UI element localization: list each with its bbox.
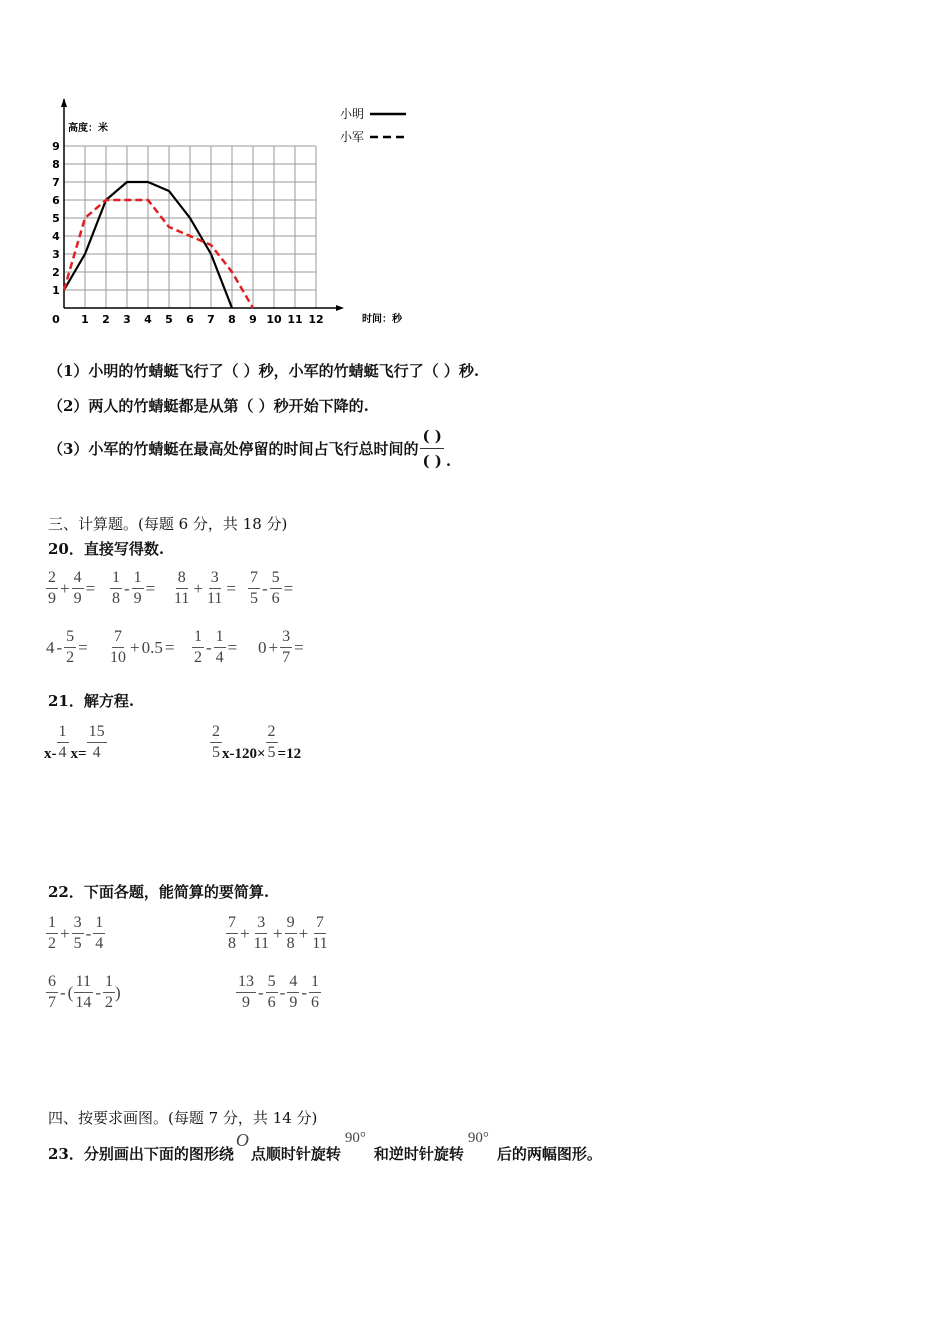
- y-tick-label: 9: [52, 140, 60, 153]
- fraction: $\frac{6}{7}$: [48, 973, 56, 1011]
- q20-row2-expr3: $\frac{1}{2}$ - $\frac{1}{4}$ =: [194, 628, 238, 666]
- x-tick-label: 7: [207, 313, 215, 326]
- fraction: $\frac{1}{6}$: [311, 973, 320, 1011]
- q23-text-part2: 点顺时针旋转: [250, 1145, 341, 1163]
- y-tick-label: 3: [52, 248, 60, 261]
- x-tick-label: 12: [308, 313, 324, 326]
- x-tick-label: 5: [165, 313, 173, 326]
- chart-series: [64, 182, 253, 308]
- fraction: $\frac{5}{6}$: [271, 569, 280, 607]
- x-tick-label: 6: [186, 313, 194, 326]
- x-tick-label: 1: [81, 313, 89, 326]
- y-axis-arrow: [61, 98, 67, 107]
- fraction: $\frac{9}{8}$: [286, 914, 295, 952]
- q20-row1-expr1: $\frac{2}{9}$ + $\frac{4}{9}$ =: [48, 569, 96, 607]
- q19-part3-end: .: [445, 451, 452, 470]
- q20-row2-expr4: 0 + $\frac{3}{7}$ =: [258, 628, 304, 666]
- q23-text-part4: 后的两幅图形。: [496, 1145, 602, 1163]
- q22-expr2: $\frac{7}{8}$ + $\frac{3}{11}$ + $\frac{9}{8}$ + $\frac{7}{11}$: [228, 914, 328, 952]
- legend-label-xiaojun: 小军: [340, 130, 365, 144]
- fraction: $\frac{7}{8}$: [228, 914, 236, 952]
- fraction: $\frac{8}{11}$: [174, 569, 190, 607]
- legend-label-xiaoming: 小明: [340, 107, 365, 121]
- fraction: $\frac{1}{4}$: [95, 914, 104, 952]
- x-tick-labels: [52, 313, 323, 326]
- q20-title: 20．直接写得数.: [48, 540, 165, 558]
- q19-part2: （2）两人的竹蜻蜓都是从第（ ）秒开始下降的.: [48, 397, 369, 415]
- fraction: $\frac{2}{5}$: [267, 723, 276, 761]
- q20-row2-expr2: $\frac{7}{10}$ + 0.5 =: [110, 628, 175, 666]
- q20-row2-expr1: 4 - $\frac{5}{2}$ =: [46, 628, 88, 666]
- fraction: $\frac{1}{2}$: [105, 973, 114, 1011]
- chart-grid: [64, 146, 316, 308]
- fraction: $\frac{3}{5}$: [73, 914, 82, 952]
- q19-part1: （1）小明的竹蜻蜓飞行了（ ）秒，小军的竹蜻蜓飞行了（ ）秒.: [48, 362, 480, 380]
- fraction: $\frac{3}{11}$: [207, 569, 223, 607]
- q19-part3-numerator: ( ): [420, 424, 443, 449]
- x-tick-label: 8: [228, 313, 236, 326]
- q20-row1-expr2: $\frac{1}{8}$ - $\frac{1}{9}$ =: [112, 569, 156, 607]
- x-tick-label: 11: [287, 313, 303, 326]
- fraction: $\frac{3}{11}$: [253, 914, 269, 952]
- y-axis-label: 高度：米: [68, 123, 108, 134]
- fraction: $\frac{1}{4}$: [215, 628, 224, 666]
- q19-part3-fraction: [420, 424, 443, 473]
- fraction: $\frac{1}{4}$: [58, 723, 67, 761]
- fraction: $\frac{1}{2}$: [194, 628, 202, 666]
- y-tick-label: 4: [52, 230, 60, 243]
- fraction: $\frac{1}{8}$: [112, 569, 120, 607]
- x-tick-label: 4: [144, 313, 152, 326]
- fraction: $\frac{7}{10}$: [110, 628, 126, 666]
- q21-equation2: $\frac{2}{5}$ x-120× $\frac{2}{5}$ =12: [212, 723, 302, 762]
- q23-point-o: O: [235, 1130, 249, 1150]
- fraction: $\frac{7}{11}$: [312, 914, 328, 952]
- section3-title: 三、计算题。(每题 6 分，共 18 分): [48, 515, 288, 533]
- y-tick-label: 2: [52, 266, 60, 279]
- x-tick-label: 0: [52, 313, 60, 326]
- q22-expr1: $\frac{1}{2}$ + $\frac{3}{5}$ - $\frac{1}{4}$: [48, 914, 104, 952]
- y-tick-label: 1: [52, 284, 60, 297]
- x-tick-label: 3: [123, 313, 131, 326]
- x-tick-label: 10: [266, 313, 282, 326]
- fraction: $\frac{11}{14}$: [75, 973, 92, 1011]
- q21-title: 21．解方程.: [48, 692, 135, 710]
- x-axis-arrow: [336, 305, 344, 311]
- q20-row1-expr4: $\frac{7}{5}$ - $\frac{5}{6}$ =: [250, 569, 294, 607]
- q19-part3: [48, 424, 451, 473]
- fraction: $\frac{5}{6}$: [267, 973, 276, 1011]
- fraction: $\frac{3}{7}$: [282, 628, 291, 666]
- x-tick-label: 9: [249, 313, 257, 326]
- q19-part3-text: （3）小军的竹蜻蜓在最高处停留的时间占飞行总时间的: [48, 440, 419, 458]
- y-tick-label: 7: [52, 176, 60, 189]
- q23-text-part3: 和逆时针旋转: [373, 1145, 464, 1163]
- q23-degree1: 90°: [344, 1130, 366, 1146]
- fraction: $\frac{13}{9}$: [238, 973, 254, 1011]
- flight-height-chart: [40, 95, 430, 335]
- x-tick-label: 2: [102, 313, 110, 326]
- q19-part3-denominator: ( ): [422, 452, 442, 470]
- fraction: $\frac{1}{2}$: [48, 914, 56, 952]
- fraction: $\frac{2}{9}$: [48, 569, 56, 607]
- fraction: $\frac{15}{4}$: [88, 723, 105, 761]
- y-tick-label: 5: [52, 212, 60, 225]
- fraction: $\frac{7}{5}$: [250, 569, 258, 607]
- q21-equation1: x- $\frac{1}{4}$ x= $\frac{15}{4}$: [44, 723, 105, 762]
- q22-expr4: $\frac{13}{9}$ - $\frac{5}{6}$ - $\frac{4}{9}$ - $\frac{1}{6}$: [238, 973, 320, 1011]
- q23-text-part1: 23．分别画出下面的图形绕: [48, 1145, 234, 1163]
- section4-title: 四、按要求画图。(每题 7 分，共 14 分): [48, 1109, 318, 1127]
- q23-degree2: 90°: [467, 1130, 489, 1146]
- fraction: $\frac{4}{9}$: [289, 973, 298, 1011]
- y-tick-label: 8: [52, 158, 60, 171]
- y-tick-label: 6: [52, 194, 60, 207]
- q22-expr3: $\frac{6}{7}$ - ( $\frac{11}{14}$ - $\frac{1}{2}$ ): [48, 973, 121, 1011]
- q20-row1-expr3: $\frac{8}{11}$ + $\frac{3}{11}$ =: [174, 569, 236, 607]
- x-axis-label: 时间：秒: [362, 314, 402, 325]
- fraction: $\frac{1}{9}$: [133, 569, 142, 607]
- fraction: $\frac{4}{9}$: [73, 569, 82, 607]
- fraction: $\frac{5}{2}$: [66, 628, 75, 666]
- fraction: $\frac{2}{5}$: [212, 723, 220, 761]
- q22-title: 22．下面各题，能简算的要简算.: [48, 883, 270, 901]
- q23-text: [48, 1130, 602, 1164]
- y-tick-labels: [52, 140, 60, 297]
